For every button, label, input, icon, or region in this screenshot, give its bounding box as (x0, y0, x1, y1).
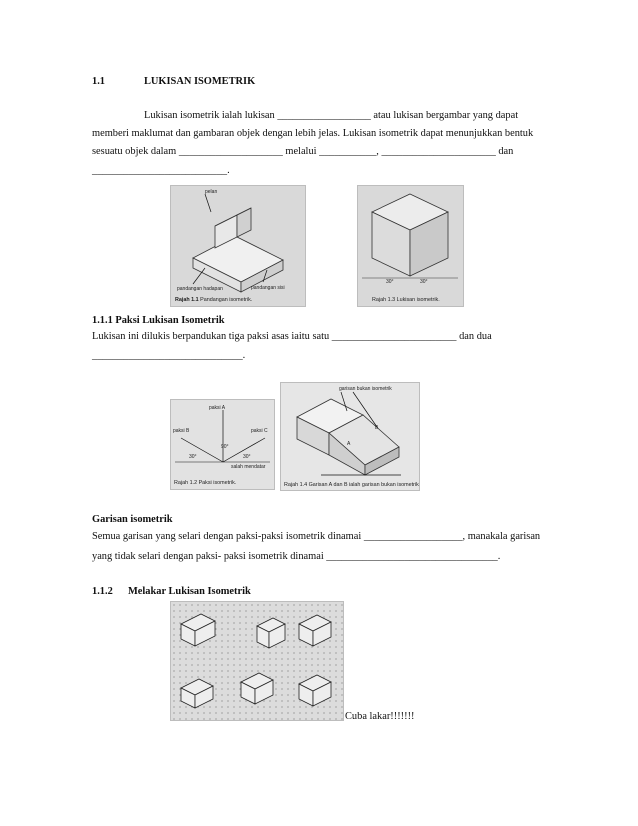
fig4-caption: Garisan A dan B ialah garisan bukan isometrik (308, 482, 419, 488)
fig1-label-left: pandangan hadapan (177, 286, 223, 292)
fig2-caption-num: Rajah 1.2 (174, 480, 198, 486)
svg-text:Rajah 1.3 Lukisan isometrik. (372, 297, 440, 303)
svg-text:Rajah 1.2 Paksi isometrik. (174, 480, 236, 486)
fig2-angle-30-right: 30° (243, 454, 251, 460)
svg-text:Rajah 1.1 Pandangan isometrik. (175, 297, 252, 303)
subsection-1-title: 1.1.1 Paksi Lukisan Isometrik (92, 315, 225, 326)
garisan-line-1: Semua garisan yang selari dengan paksi-paksi isometrik dinamai ___________________, manakala garisan (92, 531, 541, 542)
intro-line-4: __________________________. (92, 165, 230, 176)
fig1-caption: Pandangan isometrik. (200, 297, 253, 303)
fig2-angle-30-left: 30° (189, 454, 197, 460)
fig3-caption-num: Rajah 1.3 (372, 297, 396, 303)
section-title: LUKISAN ISOMETRIK (144, 76, 256, 87)
fig3-caption: Lukisan isometrik. (396, 297, 440, 303)
svg-text:Rajah 1.4 Garisan A dan B iala (284, 482, 419, 488)
fig3-angle-right: 30° (420, 279, 428, 285)
fig2-axis-a: paksi A (209, 405, 226, 411)
fig3-angle-left: 30° (386, 279, 394, 285)
section-number: 1.1 (92, 76, 105, 87)
figure-1-4 (280, 382, 420, 491)
closing-text: Cuba lakar!!!!!!! (345, 711, 415, 722)
subsection-2-title: Melakar Lukisan Isometrik (128, 586, 251, 597)
figure-1-2 (170, 399, 275, 490)
fig1-caption-num: Rajah 1.1 (175, 297, 199, 303)
fig4-caption-num: Rajah 1.4 (284, 482, 308, 488)
subsection-1-line-2: _____________________________. (92, 350, 246, 361)
subsection-2-number: 1.1.2 (92, 586, 113, 597)
figure-1-1 (170, 185, 306, 307)
intro-line-1: Lukisan isometrik ialah lukisan __________________ atau lukisan bergambar yang dapat (144, 110, 519, 121)
fig2-horizontal-label: salah mendatar (231, 464, 266, 470)
garisan-title: Garisan isometrik (92, 514, 173, 525)
intro-line-2: memberi maklumat dan gambaran objek dengan lebih jelas. Lukisan isometrik dapat menunjukkan bentuk (92, 128, 534, 139)
subsection-1-line-1: Lukisan ini dilukis berpandukan tiga paksi asas iaitu satu ________________________ dan dua (92, 331, 492, 342)
fig2-caption: Paksi isometrik. (198, 480, 237, 486)
fig4-label-b: B (375, 425, 379, 431)
figure-1-3 (357, 185, 464, 307)
intro-line-3: sesuatu objek dalam ____________________ melalui ___________, ______________________ dan (92, 146, 514, 157)
sketch-figure (170, 601, 344, 721)
fig4-label-a: A (347, 441, 351, 447)
fig2-axis-b: paksi B (173, 428, 190, 434)
garisan-line-2: yang tidak selari dengan paksi- paksi isometrik dinamai _________________________________. (92, 551, 501, 562)
fig2-angle-90: 90° (221, 444, 229, 450)
fig2-axis-c: paksi C (251, 428, 268, 434)
fig1-label-top: pelan (205, 189, 218, 195)
fig1-label-right: pandangan sisi (251, 285, 285, 291)
fig4-label-top: garisan bukan isometrik (339, 386, 392, 392)
